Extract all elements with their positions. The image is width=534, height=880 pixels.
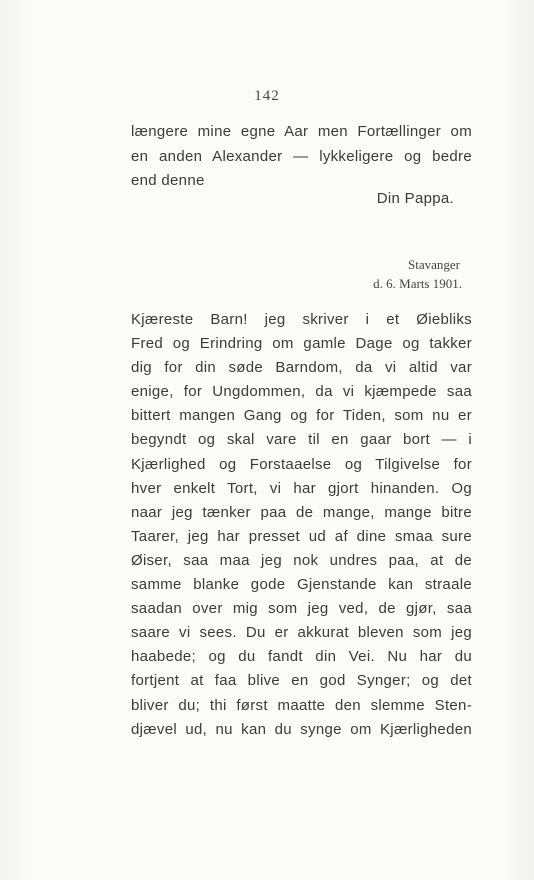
text-line: dig for din søde Barndom, da vi altid var xyxy=(131,359,472,377)
text-line: saare vi sees. Du er akkurat bleven som jeg xyxy=(131,624,472,642)
text-line: Fred og Erindring om gamle Dage og takker xyxy=(131,335,472,353)
text-line: haabede; og du fandt din Vei. Nu har du xyxy=(131,648,472,666)
text-line: længere mine egne Aar men Fortællinger om xyxy=(131,123,472,140)
page-number: 142 xyxy=(254,88,280,104)
text-line: naar jeg tænker paa de mange, mange bitre xyxy=(131,503,472,521)
text-line: end denne xyxy=(131,172,205,189)
text-line: saadan over mig som jeg ved, de gjør, saa xyxy=(131,600,472,618)
letter-place: Stavanger xyxy=(408,257,460,272)
letter-body xyxy=(131,308,472,742)
text-line: enige, for Ungdommen, da vi kjæmpede saa xyxy=(131,383,472,401)
text-line: bittert mangen Gang og for Tiden, som nu er xyxy=(131,407,472,425)
text-line: djævel ud, nu kan du synge om Kjærligheden xyxy=(131,720,472,738)
text-line: en anden Alexander — lykkeligere og bedre xyxy=(131,147,472,165)
text-line: begyndt og skal vare til en gaar bort — i xyxy=(131,431,472,449)
text-line: bliver du; thi først maatte den slemme Sten- xyxy=(131,696,472,714)
signature: Din Pappa. xyxy=(376,190,454,207)
letter-continuation xyxy=(131,120,472,194)
text-line: samme blanke gode Gjenstande kan straale xyxy=(131,576,472,594)
text-line: Kjæreste Barn! jeg skriver i et Øiebliks xyxy=(131,311,472,328)
letter-date: d. 6. Marts 1901. xyxy=(373,276,462,291)
text-line: hver enkelt Tort, vi har gjort hinanden. Og xyxy=(131,479,472,497)
text-line: Kjærlighed og Forstaaelse og Tilgivelse for xyxy=(131,455,472,473)
text-line: Øiser, saa maa jeg nok undres paa, at de xyxy=(131,551,472,569)
text-line: Taarer, jeg har presset ud af dine smaa sure xyxy=(131,527,472,545)
text-line: fortjent at faa blive en god Synger; og det xyxy=(131,672,472,690)
